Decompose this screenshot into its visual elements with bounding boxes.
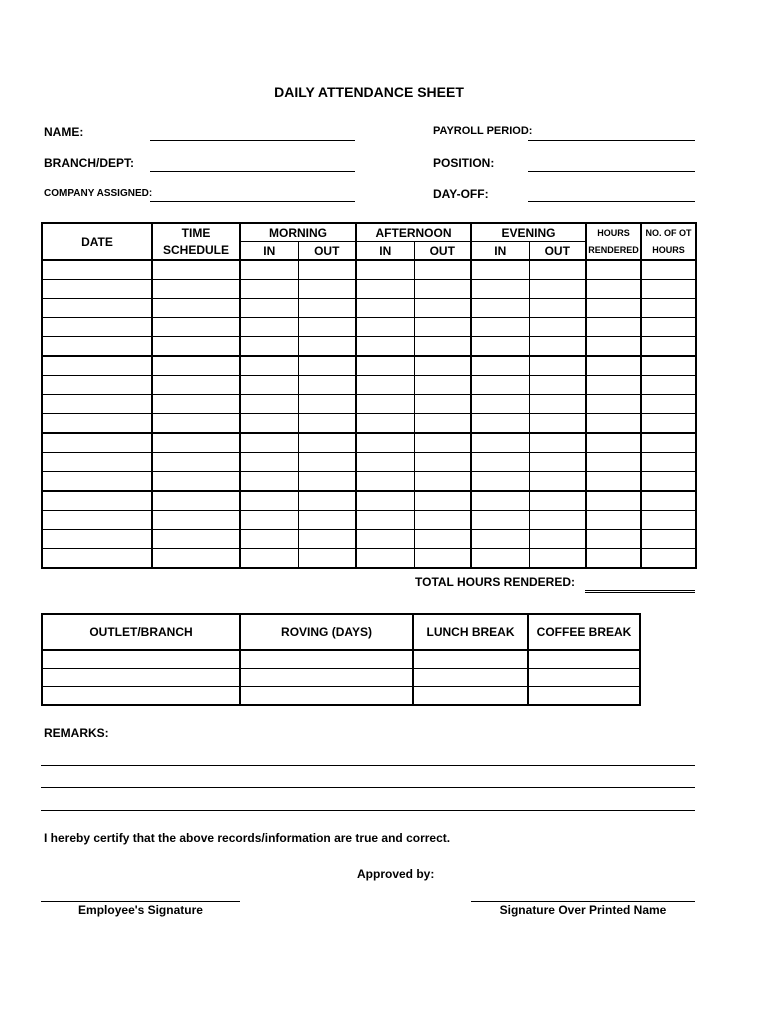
table-row: [42, 376, 696, 395]
table-row: [42, 491, 696, 511]
coffee-break-header: COFFEE BREAK: [528, 614, 640, 650]
hours-header: HOURS: [586, 223, 641, 242]
table-row: [42, 337, 696, 357]
attendance-table: [41, 222, 697, 569]
rendered-header: RENDERED: [586, 242, 641, 261]
evening-in-header: IN: [471, 242, 529, 261]
name-field[interactable]: [150, 140, 355, 141]
roving-days-header: ROVING (DAYS): [240, 614, 413, 650]
table-row: [42, 530, 696, 549]
table-row: [42, 395, 696, 414]
evening-header: EVENING: [471, 223, 586, 242]
position-label: POSITION:: [433, 156, 495, 170]
ot-header: NO. OF OT: [641, 223, 696, 242]
remarks-line-1[interactable]: [41, 765, 695, 766]
remarks-label: REMARKS:: [44, 726, 109, 740]
morning-out-header: OUT: [298, 242, 356, 261]
table-row: [42, 687, 640, 706]
position-field[interactable]: [528, 171, 695, 172]
branch-dept-field[interactable]: [150, 171, 355, 172]
date-header: DATE: [42, 223, 152, 260]
table-row: [42, 453, 696, 472]
outlet-branch-header: OUTLET/BRANCH: [42, 614, 240, 650]
ot-hours-header: HOURS: [641, 242, 696, 261]
total-hours-label: TOTAL HOURS RENDERED:: [415, 575, 576, 589]
certification-text: I hereby certify that the above records/information are true and correct.: [44, 831, 451, 845]
lunch-break-header: LUNCH BREAK: [413, 614, 528, 650]
employee-signature-line[interactable]: [41, 901, 240, 902]
afternoon-out-header: OUT: [414, 242, 471, 261]
table-row: [42, 650, 640, 669]
remarks-line-3[interactable]: [41, 810, 695, 811]
approver-signature-line[interactable]: [471, 901, 695, 902]
remarks-line-2[interactable]: [41, 787, 695, 788]
payroll-period-field[interactable]: [528, 140, 695, 141]
approver-signature-label: Signature Over Printed Name: [499, 903, 667, 917]
afternoon-in-header: IN: [356, 242, 414, 261]
evening-out-header: OUT: [529, 242, 586, 261]
morning-header: MORNING: [240, 223, 356, 242]
name-label: NAME:: [44, 125, 84, 139]
company-assigned-label: COMPANY ASSIGNED:: [44, 188, 153, 199]
table-row: [42, 414, 696, 434]
payroll-period-label: PAYROLL PERIOD:: [433, 125, 533, 137]
day-off-label: DAY-OFF:: [433, 187, 489, 201]
page-title: DAILY ATTENDANCE SHEET: [274, 84, 464, 100]
day-off-field[interactable]: [528, 201, 695, 202]
company-assigned-field[interactable]: [150, 201, 355, 202]
table-row: [42, 472, 696, 492]
table-row: [42, 669, 640, 687]
table-row: [42, 549, 696, 569]
branch-dept-label: BRANCH/DEPT:: [44, 156, 134, 170]
time-header: TIME: [152, 223, 240, 242]
morning-in-header: IN: [240, 242, 298, 261]
table-row: [42, 280, 696, 299]
table-row: [42, 260, 696, 280]
employee-signature-label: Employee's Signature: [78, 903, 203, 917]
approved-by-label: Approved by:: [357, 867, 435, 881]
total-hours-field[interactable]: [585, 590, 695, 593]
afternoon-header: AFTERNOON: [356, 223, 471, 242]
schedule-header: SCHEDULE: [152, 242, 240, 261]
outlet-table: [41, 613, 641, 706]
table-row: [42, 511, 696, 530]
table-row: [42, 356, 696, 376]
table-row: [42, 433, 696, 453]
table-row: [42, 318, 696, 337]
table-row: [42, 299, 696, 318]
